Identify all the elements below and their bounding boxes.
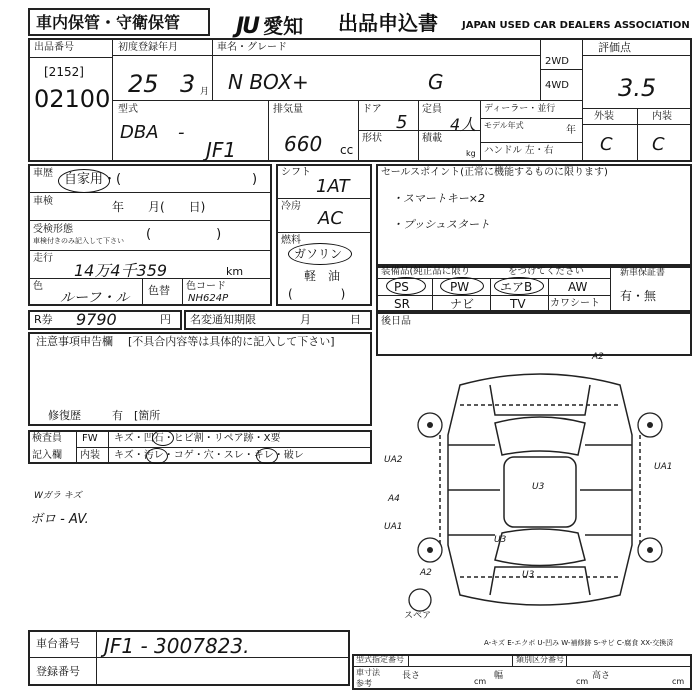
inspection-text: 年 月( 日) bbox=[112, 200, 206, 214]
model-grade: G bbox=[428, 70, 444, 94]
damage-mark-1: A2 bbox=[592, 352, 604, 362]
mileage-label: 走行 bbox=[33, 253, 53, 264]
sales-points-label: セールスポイント(正常に機能するものに限ります) bbox=[381, 167, 608, 178]
org-name: 愛知 bbox=[263, 14, 304, 38]
width-cm: cm bbox=[576, 677, 589, 686]
load-unit: kg bbox=[466, 149, 476, 158]
storage-title: 車内保管・守衛保管 bbox=[36, 13, 181, 32]
inspector-label-1: 検査員 bbox=[32, 433, 62, 444]
equip-kawa-seat: カワシート bbox=[550, 298, 600, 309]
equip-airbag: エアB bbox=[500, 280, 533, 294]
damage-mark-8: U3 bbox=[522, 570, 535, 580]
inspector-row2-text: キズ・汚レ・コゲ・穴・スレ・キレ・破レ bbox=[114, 450, 304, 461]
inspector-row1-tag: FW bbox=[82, 433, 98, 444]
model-name-label: 車名・グレード bbox=[217, 42, 287, 53]
lot-code: [2152] bbox=[44, 65, 84, 79]
model-name: N BOX+ bbox=[228, 70, 309, 94]
history-label: 車歴 bbox=[33, 168, 53, 179]
history-circle bbox=[58, 169, 110, 193]
load-label: 積載 bbox=[422, 133, 442, 144]
fuel-paren: ( ) bbox=[288, 287, 346, 301]
r-ticket-label: R券 bbox=[34, 313, 53, 326]
inspector-note-2: ボロ - AV. bbox=[30, 512, 89, 527]
height-cm: cm bbox=[672, 677, 685, 686]
drive-4wd: 4WD bbox=[545, 80, 569, 91]
damage-mark-6: U3 bbox=[494, 535, 507, 545]
color-code: NH624P bbox=[188, 293, 229, 304]
damage-mark-7: A2 bbox=[420, 568, 432, 578]
acceptance-label: 受検形態 bbox=[33, 224, 73, 235]
equip-tv: TV bbox=[510, 297, 526, 311]
displacement-value: 660 bbox=[284, 132, 323, 156]
registration-month-unit: 月 bbox=[200, 87, 210, 97]
equip-navi: ナビ bbox=[450, 297, 475, 311]
damage-legend: A-キズ E-エクボ U-凹み W-補修跡 S-サビ C-腐食 XX-交換済 bbox=[484, 639, 674, 647]
designated-label: 型式指定番号 bbox=[356, 655, 404, 664]
mileage-value: 14万4千359 bbox=[74, 261, 168, 280]
shift-value: 1AT bbox=[316, 176, 350, 197]
recycle-label: 新車保証書 bbox=[620, 268, 666, 278]
transfer-month: 月 bbox=[300, 313, 311, 326]
association-name: JAPAN USED CAR DEALERS ASSOCIATION bbox=[462, 20, 690, 31]
handle-label: ハンドル 左・右 bbox=[484, 145, 554, 156]
interior-value: C bbox=[652, 134, 665, 155]
category-label: 類別区分番号 bbox=[516, 655, 564, 664]
displacement-unit: cc bbox=[340, 143, 354, 157]
height-label: 高さ bbox=[592, 671, 611, 681]
registration-label: 初度登録年月 bbox=[118, 42, 178, 53]
damage-mark-3: A4 bbox=[388, 494, 400, 504]
spare-label: スペア bbox=[404, 611, 432, 621]
color-code-label: 色コード bbox=[186, 281, 226, 292]
lot-label: 出品番号 bbox=[34, 42, 74, 53]
capacity-value: 4人 bbox=[450, 115, 477, 134]
color-changed-label: 色替 bbox=[148, 284, 170, 297]
width-label: 幅 bbox=[494, 671, 504, 681]
length-cm: cm bbox=[474, 677, 487, 686]
fuel-gasoline: ガソリン bbox=[294, 247, 343, 261]
mileage-unit: km bbox=[226, 265, 244, 278]
inspection-label: 車検 bbox=[33, 196, 53, 207]
fw-dent-circle bbox=[152, 430, 174, 446]
inspector-label-2: 記入欄 bbox=[32, 450, 62, 461]
equip-pw-circle bbox=[440, 277, 484, 295]
doors-value: 5 bbox=[396, 112, 408, 133]
transfer-label: 名変通知期限 bbox=[190, 313, 256, 326]
chassis-value: JF1 - 3007823. bbox=[104, 634, 250, 658]
history-close: ) bbox=[252, 172, 258, 187]
displacement-label: 排気量 bbox=[273, 104, 303, 115]
doors-label: ドア bbox=[362, 104, 382, 115]
notes-label: 注意事項申告欄 bbox=[36, 335, 113, 348]
storage-title-box bbox=[28, 8, 210, 36]
dealer-import-label: ディーラー・並行 bbox=[484, 104, 556, 114]
r-ticket-value: 9790 bbox=[76, 310, 117, 329]
repair-label: 修復歴 bbox=[48, 409, 81, 422]
fuel-diesel: 軽 油 bbox=[304, 269, 341, 283]
sales-point-1: ・スマートキー×2 bbox=[392, 192, 485, 205]
sales-point-2: ・プッシュスタート bbox=[392, 218, 491, 231]
type-prefix: DBA bbox=[120, 122, 159, 143]
equipment-circle-note: をつけてください bbox=[508, 266, 585, 277]
form-title: 出品申込書 bbox=[338, 11, 438, 35]
acceptance-paren: ( ) bbox=[146, 227, 222, 242]
equip-airbag-circle bbox=[494, 277, 544, 295]
color-value: ルーフ・ル bbox=[60, 290, 130, 306]
interior-label: 内装 bbox=[652, 111, 672, 122]
repair-value: 有 bbox=[112, 409, 123, 422]
dims-label: 車寸法 bbox=[356, 668, 380, 677]
shape-label: 形状 bbox=[362, 133, 382, 144]
damage-mark-2: UA2 bbox=[384, 455, 403, 465]
model-year-label: モデル年式 bbox=[484, 121, 524, 130]
equip-aw: AW bbox=[568, 280, 588, 294]
type-label: 型式 bbox=[118, 104, 138, 115]
equip-pw: PW bbox=[450, 280, 470, 294]
equip-ps: PS bbox=[394, 280, 409, 294]
registration-month: 3 bbox=[180, 70, 196, 98]
inspector-row2-tag: 内装 bbox=[80, 450, 100, 461]
model-year-unit: 年 bbox=[566, 125, 576, 136]
r-ticket-unit: 円 bbox=[160, 313, 171, 326]
grade-score-value: 3.5 bbox=[618, 74, 657, 102]
notes-hint: [不具合内容等は具体的に記入して下さい] bbox=[128, 335, 335, 348]
inspector-row1-text: キズ・凹石・ヒビ割・リペア跡・X要 bbox=[114, 433, 281, 444]
capacity-label: 定員 bbox=[422, 104, 442, 115]
equipment-label: 装備品(純正品に限り bbox=[381, 266, 471, 277]
ref-label: 参考 bbox=[356, 679, 372, 688]
aircon-label: 冷房 bbox=[281, 201, 301, 212]
damage-mark-9: UA1 bbox=[654, 462, 673, 472]
sales-points-box bbox=[376, 164, 692, 266]
registration-year: 25 bbox=[128, 70, 159, 98]
grade-score-label: 評価点 bbox=[598, 41, 631, 54]
drive-2wd: 2WD bbox=[545, 56, 569, 67]
type-code: JF1 bbox=[206, 138, 237, 162]
shift-label: シフト bbox=[281, 167, 311, 178]
interior-dirt-circle bbox=[146, 448, 168, 464]
ju-logo-mark: JU bbox=[236, 14, 259, 39]
exterior-label: 外装 bbox=[594, 111, 614, 122]
acceptance-note: 車検付きのみ記入して下さい bbox=[33, 237, 124, 245]
fuel-circle bbox=[288, 243, 352, 265]
transfer-day: 日 bbox=[350, 313, 361, 326]
damage-mark-5: U3 bbox=[532, 482, 545, 492]
ju-logo bbox=[236, 10, 303, 39]
fuel-label: 燃料 bbox=[281, 235, 301, 246]
repair-place: [箇所 bbox=[134, 409, 161, 422]
color-label: 色 bbox=[33, 281, 43, 292]
damage-mark-4: UA1 bbox=[384, 522, 403, 532]
history-value: 自家用・( bbox=[64, 172, 122, 187]
reg-number-label: 登録番号 bbox=[36, 665, 80, 678]
length-label: 長さ bbox=[402, 671, 421, 681]
equip-sr: SR bbox=[394, 297, 410, 311]
type-dash: - bbox=[178, 122, 185, 143]
interior-rub-circle bbox=[256, 448, 278, 464]
recycle-value: 有・無 bbox=[620, 289, 657, 303]
post-fit-label: 後日品 bbox=[381, 316, 411, 327]
inspector-note-1: Wガラ キズ bbox=[34, 491, 82, 501]
equip-ps-circle bbox=[386, 277, 426, 295]
aircon-value: AC bbox=[318, 208, 343, 229]
exterior-value: C bbox=[600, 134, 613, 155]
chassis-label: 車台番号 bbox=[36, 637, 80, 650]
lot-number: 02100 bbox=[34, 85, 111, 113]
